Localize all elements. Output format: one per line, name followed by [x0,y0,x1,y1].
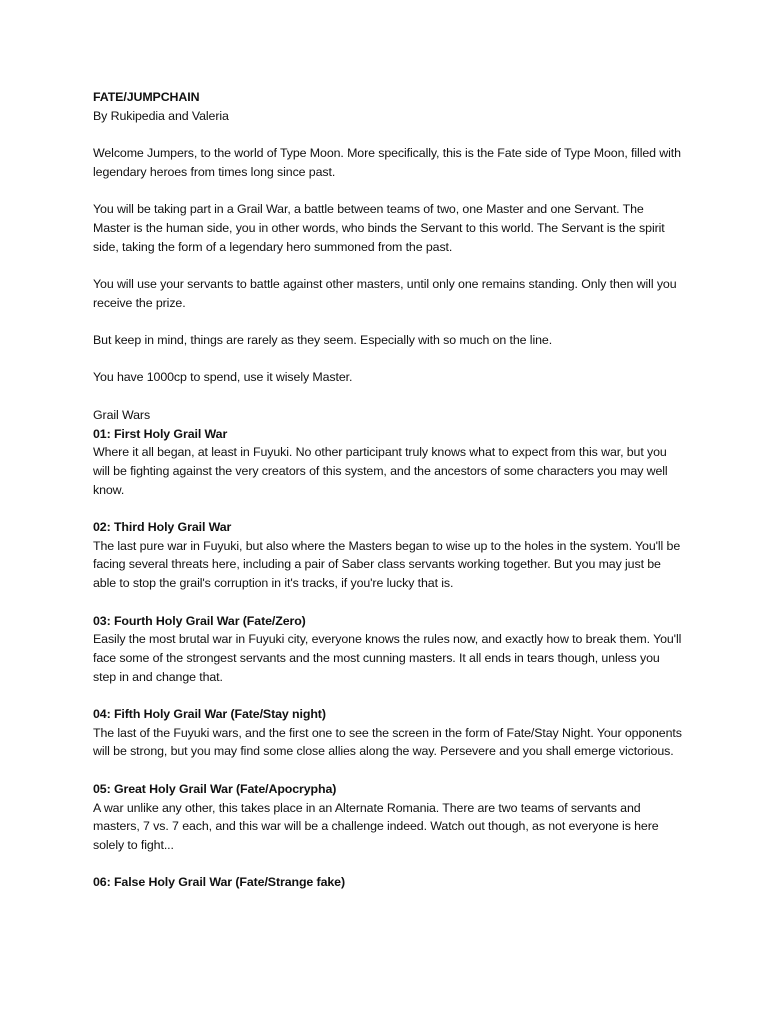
spacer [93,761,683,780]
section-label: Grail Wars [93,407,151,422]
spacer [93,686,683,705]
intro-paragraph: You will use your servants to battle against other masters, until only one remains standing. Only then will you receive the prize. [93,276,677,310]
spacer [93,182,683,201]
war-description: Where it all began, at least in Fuyuki. No other participant truly knows what to expect from this war, but you will be fighting against the very creators of this system, and the ancestors of some characters you may well know. [93,445,668,497]
war-description: A war unlike any other, this takes place in an Alternate Romania. There are two teams of servants and masters, 7 vs. 7 each, and this war will be a challenge indeed. Watch out though, as not everyone is here solely to fight... [93,800,659,852]
war-heading: 03: Fourth Holy Grail War (Fate/Zero) [93,613,306,628]
spacer [93,125,683,144]
intro-paragraph: You have 1000cp to spend, use it wisely Master. [93,370,353,385]
intro-paragraph: But keep in mind, things are rarely as they seem. Especially with so much on the line. [93,333,553,348]
spacer [93,499,683,518]
war-description: The last of the Fuyuki wars, and the first one to see the screen in the form of Fate/Stay Night. Your opponents will be strong, but you may find some close allies along the way. Persevere and you shall emerge victorious. [93,725,682,759]
document-title: FATE/JUMPCHAIN [93,90,200,104]
war-heading: 02: Third Holy Grail War [93,520,232,535]
spacer [93,855,683,874]
spacer [93,593,683,612]
war-heading: 04: Fifth Holy Grail War (Fate/Stay night) [93,707,326,722]
war-heading: 01: First Holy Grail War [93,426,228,441]
intro-paragraph: Welcome Jumpers, to the world of Type Moon. More specifically, this is the Fate side of Type Moon, filled with legendary heroes from times long since past. [93,146,681,179]
intro-paragraph: You will be taking part in a Grail War, a battle between teams of two, one Master and one Servant. The Master is the human side, you in other words, who binds the Servant to this world. The Servant is the spirit side, taking the form of a legendary hero summoned from the past. [93,202,665,254]
spacer [93,312,683,331]
spacer [93,256,683,275]
war-description: Easily the most brutal war in Fuyuki city, everyone knows the rules now, and exactly how to break them. You'll face some of the strongest servants and the most cunning masters. It all ends in tears though, unless you step in and change that. [93,632,682,684]
spacer [93,350,683,369]
war-description: The last pure war in Fuyuki, but also where the Masters began to wise up to the holes in the system. You'll be facing several threats here, including a pair of Saber class servants working together. But you may just be able to stop the grail's corruption in it's tracks, if you're lucky that is. [93,538,681,591]
war-heading: 06: False Holy Grail War (Fate/Strange fake) [93,875,345,890]
document-byline: By Rukipedia and Valeria [93,108,229,123]
war-heading: 05: Great Holy Grail War (Fate/Apocrypha) [93,781,337,796]
document-content [93,88,683,892]
spacer [93,387,683,406]
